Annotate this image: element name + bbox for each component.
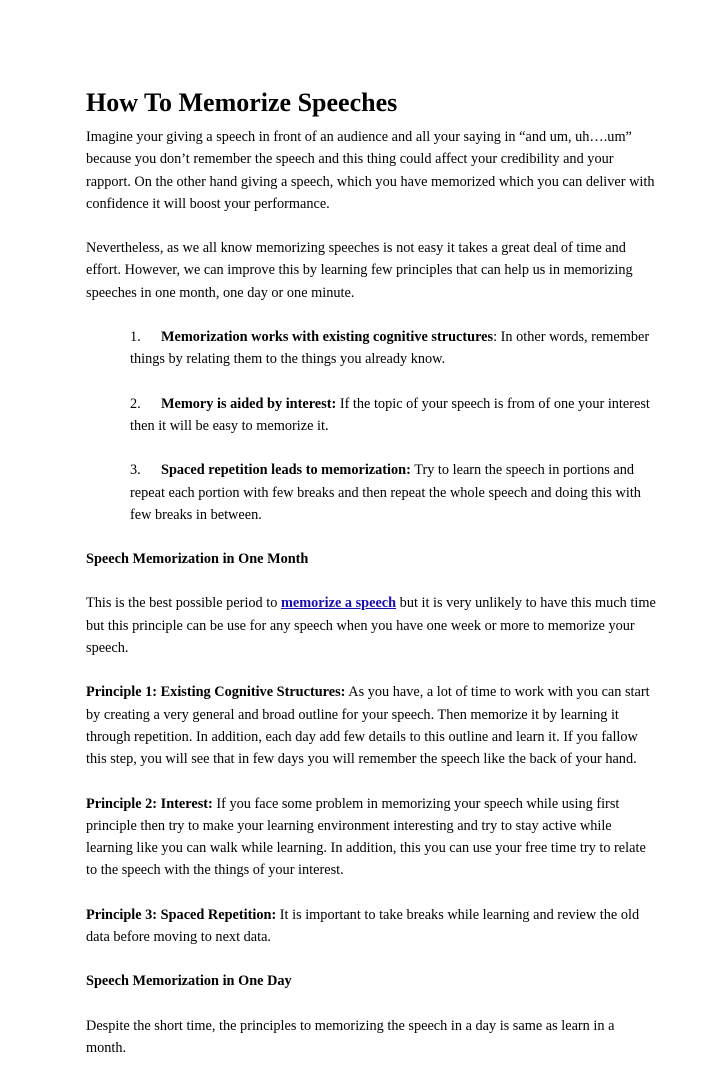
memorize-speech-link[interactable]: memorize a speech	[280, 595, 397, 612]
principle-2-label: Principle 2: Interest:	[86, 795, 213, 812]
intro-paragraph: Nevertheless, as we all know memorizing speeches is not easy it takes a great deal of time and effort. However, we can improve this by learning few principles that can help us in memorizing speeches in one month, one day or one minute.	[86, 240, 633, 301]
principle-3-label: Principle 3: Spaced Repetition:	[86, 906, 277, 923]
month-text-after: but it is very unlikely to have this much time but this principle can be use for any speech when you have one week or more to memorize your speech.	[86, 595, 656, 657]
page-title: How To Memorize Speeches	[86, 88, 398, 117]
principle-2-paragraph	[86, 793, 656, 882]
principle-1-paragraph	[86, 681, 656, 770]
principle-text: In other words, remember things by relating them to the things you already know.	[130, 329, 650, 368]
principle-3-paragraph	[86, 904, 656, 949]
principle-text: Try to learn the speech in portions and repeat each portion with few breaks and then repeat the whole speech and doing this with few breaks in between.	[130, 462, 641, 523]
list-number: 1.	[130, 329, 141, 346]
day-paragraph: Despite the short time, the principles to memorizing the speech in a day is same as learn in a month.	[86, 1017, 615, 1056]
section-heading-one-month: Speech Memorization in One Month	[86, 551, 309, 568]
principle-separator: :	[493, 329, 498, 346]
principle-term: Memory is aided by interest:	[161, 395, 337, 412]
section-heading-one-day: Speech Memorization in One Day	[86, 973, 292, 990]
list-item	[130, 326, 656, 371]
month-paragraph	[86, 592, 656, 659]
principles-list	[86, 326, 656, 526]
principle-text: If the topic of your speech is from of one your interest then it will be easy to memorize it.	[130, 395, 650, 434]
principle-term: Memorization works with existing cognitive structures	[161, 329, 494, 346]
principle-term: Spaced repetition leads to memorization:	[161, 462, 411, 479]
list-item	[130, 393, 656, 438]
month-text-before: This is the best possible period to	[86, 595, 281, 612]
principle-1-text: As you have, a lot of time to work with you can start by creating a very general and broad outline for your speech. Then memorize it by learning it through repetition. In addition, each day add few details to this outline and learn it. If you fallow this step, you will see that in few days you will remember the speech like the back of your hand.	[86, 684, 650, 768]
principle-3-text: It is important to take breaks while learning and review the old data before moving to next data.	[86, 906, 640, 946]
intro-paragraph: Imagine your giving a speech in front of an audience and all your saying in “and um, uh….um” because you don’t remember the speech and this thing could affect your credibility and your rapport. On the other hand giving a speech, which you have memorized which you can deliver with confidence it will boost your performance.	[86, 129, 655, 212]
list-item	[130, 459, 656, 526]
article-body	[86, 86, 656, 1081]
principle-1-label: Principle 1: Existing Cognitive Structures:	[86, 684, 346, 701]
list-number: 2.	[130, 395, 141, 412]
list-number: 3.	[130, 462, 141, 479]
principle-2-text: If you face some problem in memorizing your speech while using first principle then try to make your learning environment interesting and try to stay active while learning like you can walk while learning. In addition, this you can use your free time try to relate to the speech with the things of your interest.	[86, 795, 646, 879]
